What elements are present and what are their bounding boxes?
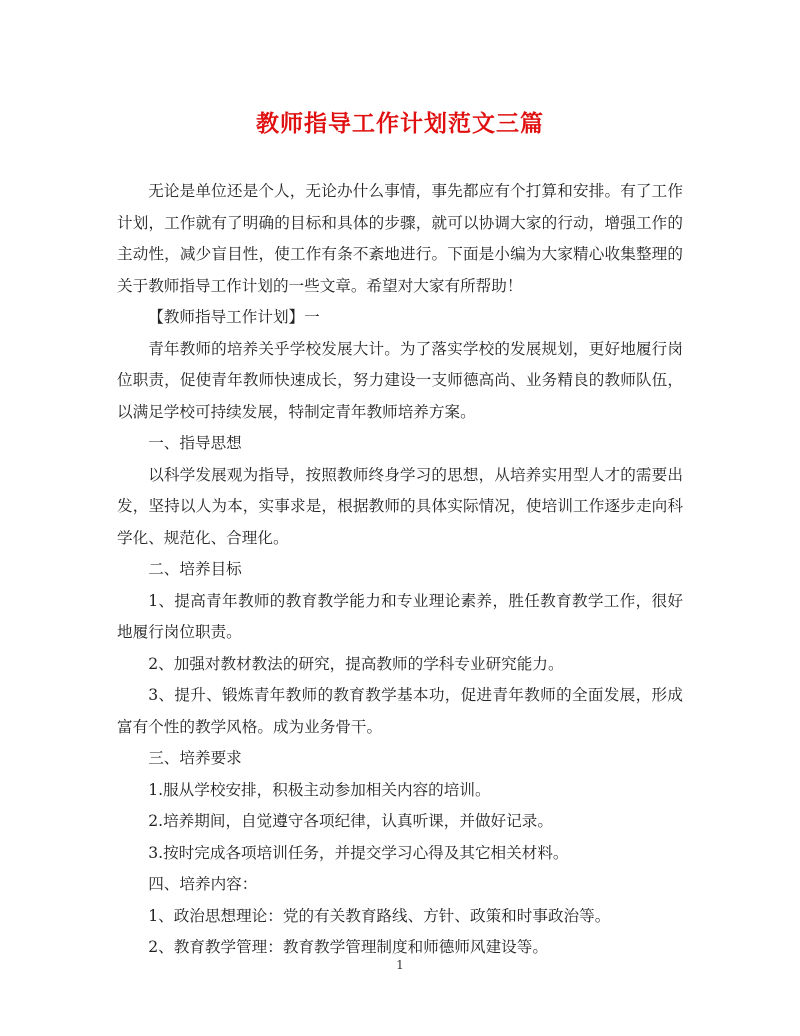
heading-training-goals: 二、培养目标 <box>148 560 242 578</box>
list-item-requirement-1: 1.服从学校安排，积极主动参加相关内容的培训。 <box>148 780 491 799</box>
list-item-content-2: 2、教育教学管理：教育教学管理制度和师德师风建设等。 <box>148 938 548 956</box>
list-item-content-1: 1、政治思想理论：党的有关教育路线、方针、政策和时事政治等。 <box>148 906 611 925</box>
page-number: 1 <box>396 958 404 972</box>
heading-guiding-ideology: 一、指导思想 <box>148 434 242 452</box>
list-item-requirement-3: 3.按时完成各项培训任务，并提交学习心得及其它相关材料。 <box>148 843 569 862</box>
list-item-goal-2: 2、加强对教材教法的研究，提高教师的学科专业研究能力。 <box>148 654 564 673</box>
list-item-goal-1: 1、提高青年教师的教育教学能力和专业理论素养，胜任教育教学工作，很好地履行岗位职责。 <box>117 591 683 641</box>
heading-training-requirements: 三、培养要求 <box>148 749 242 767</box>
document-title: 教师指导工作计划范文三篇 <box>256 110 544 137</box>
section-heading-plan-one: 【教师指导工作计划】一 <box>148 308 320 326</box>
heading-training-content: 四、培养内容： <box>148 875 258 893</box>
document-body <box>117 176 683 964</box>
list-item-requirement-2: 2.培养期间，自觉遵守各项纪律，认真听课，并做好记录。 <box>148 812 553 830</box>
list-item-goal-3: 3、提升、锻炼青年教师的教育教学基本功，促进青年教师的全面发展，形成富有个性的教学风格。成为业务骨干。 <box>117 686 683 736</box>
intro-paragraph: 无论是单位还是个人，无论办什么事情，事先都应有个打算和安排。有了工作计划，工作就有了明确的目标和具体的步骤，就可以协调大家的行动，增强工作的主动性，减少盲目性，使工作有条不紊地进行。下面是小编为大家精心收集整理的关于教师指导工作计划的一些文章。希望对大家有所帮助！ <box>117 182 683 295</box>
paragraph-guiding-ideology: 以科学发展观为指导，按照教师终身学习的思想，从培养实用型人才的需要出发，坚持以人为本，实事求是，根据教师的具体实际情况，使培训工作逐步走向科学化、规范化、合理化。 <box>117 465 683 547</box>
paragraph-background: 青年教师的培养关乎学校发展大计。为了落实学校的发展规划，更好地履行岗位职责，促使青年教师快速成长，努力建设一支师德高尚、业务精良的教师队伍，以满足学校可持续发展，特制定青年教师培养方案。 <box>117 339 683 421</box>
